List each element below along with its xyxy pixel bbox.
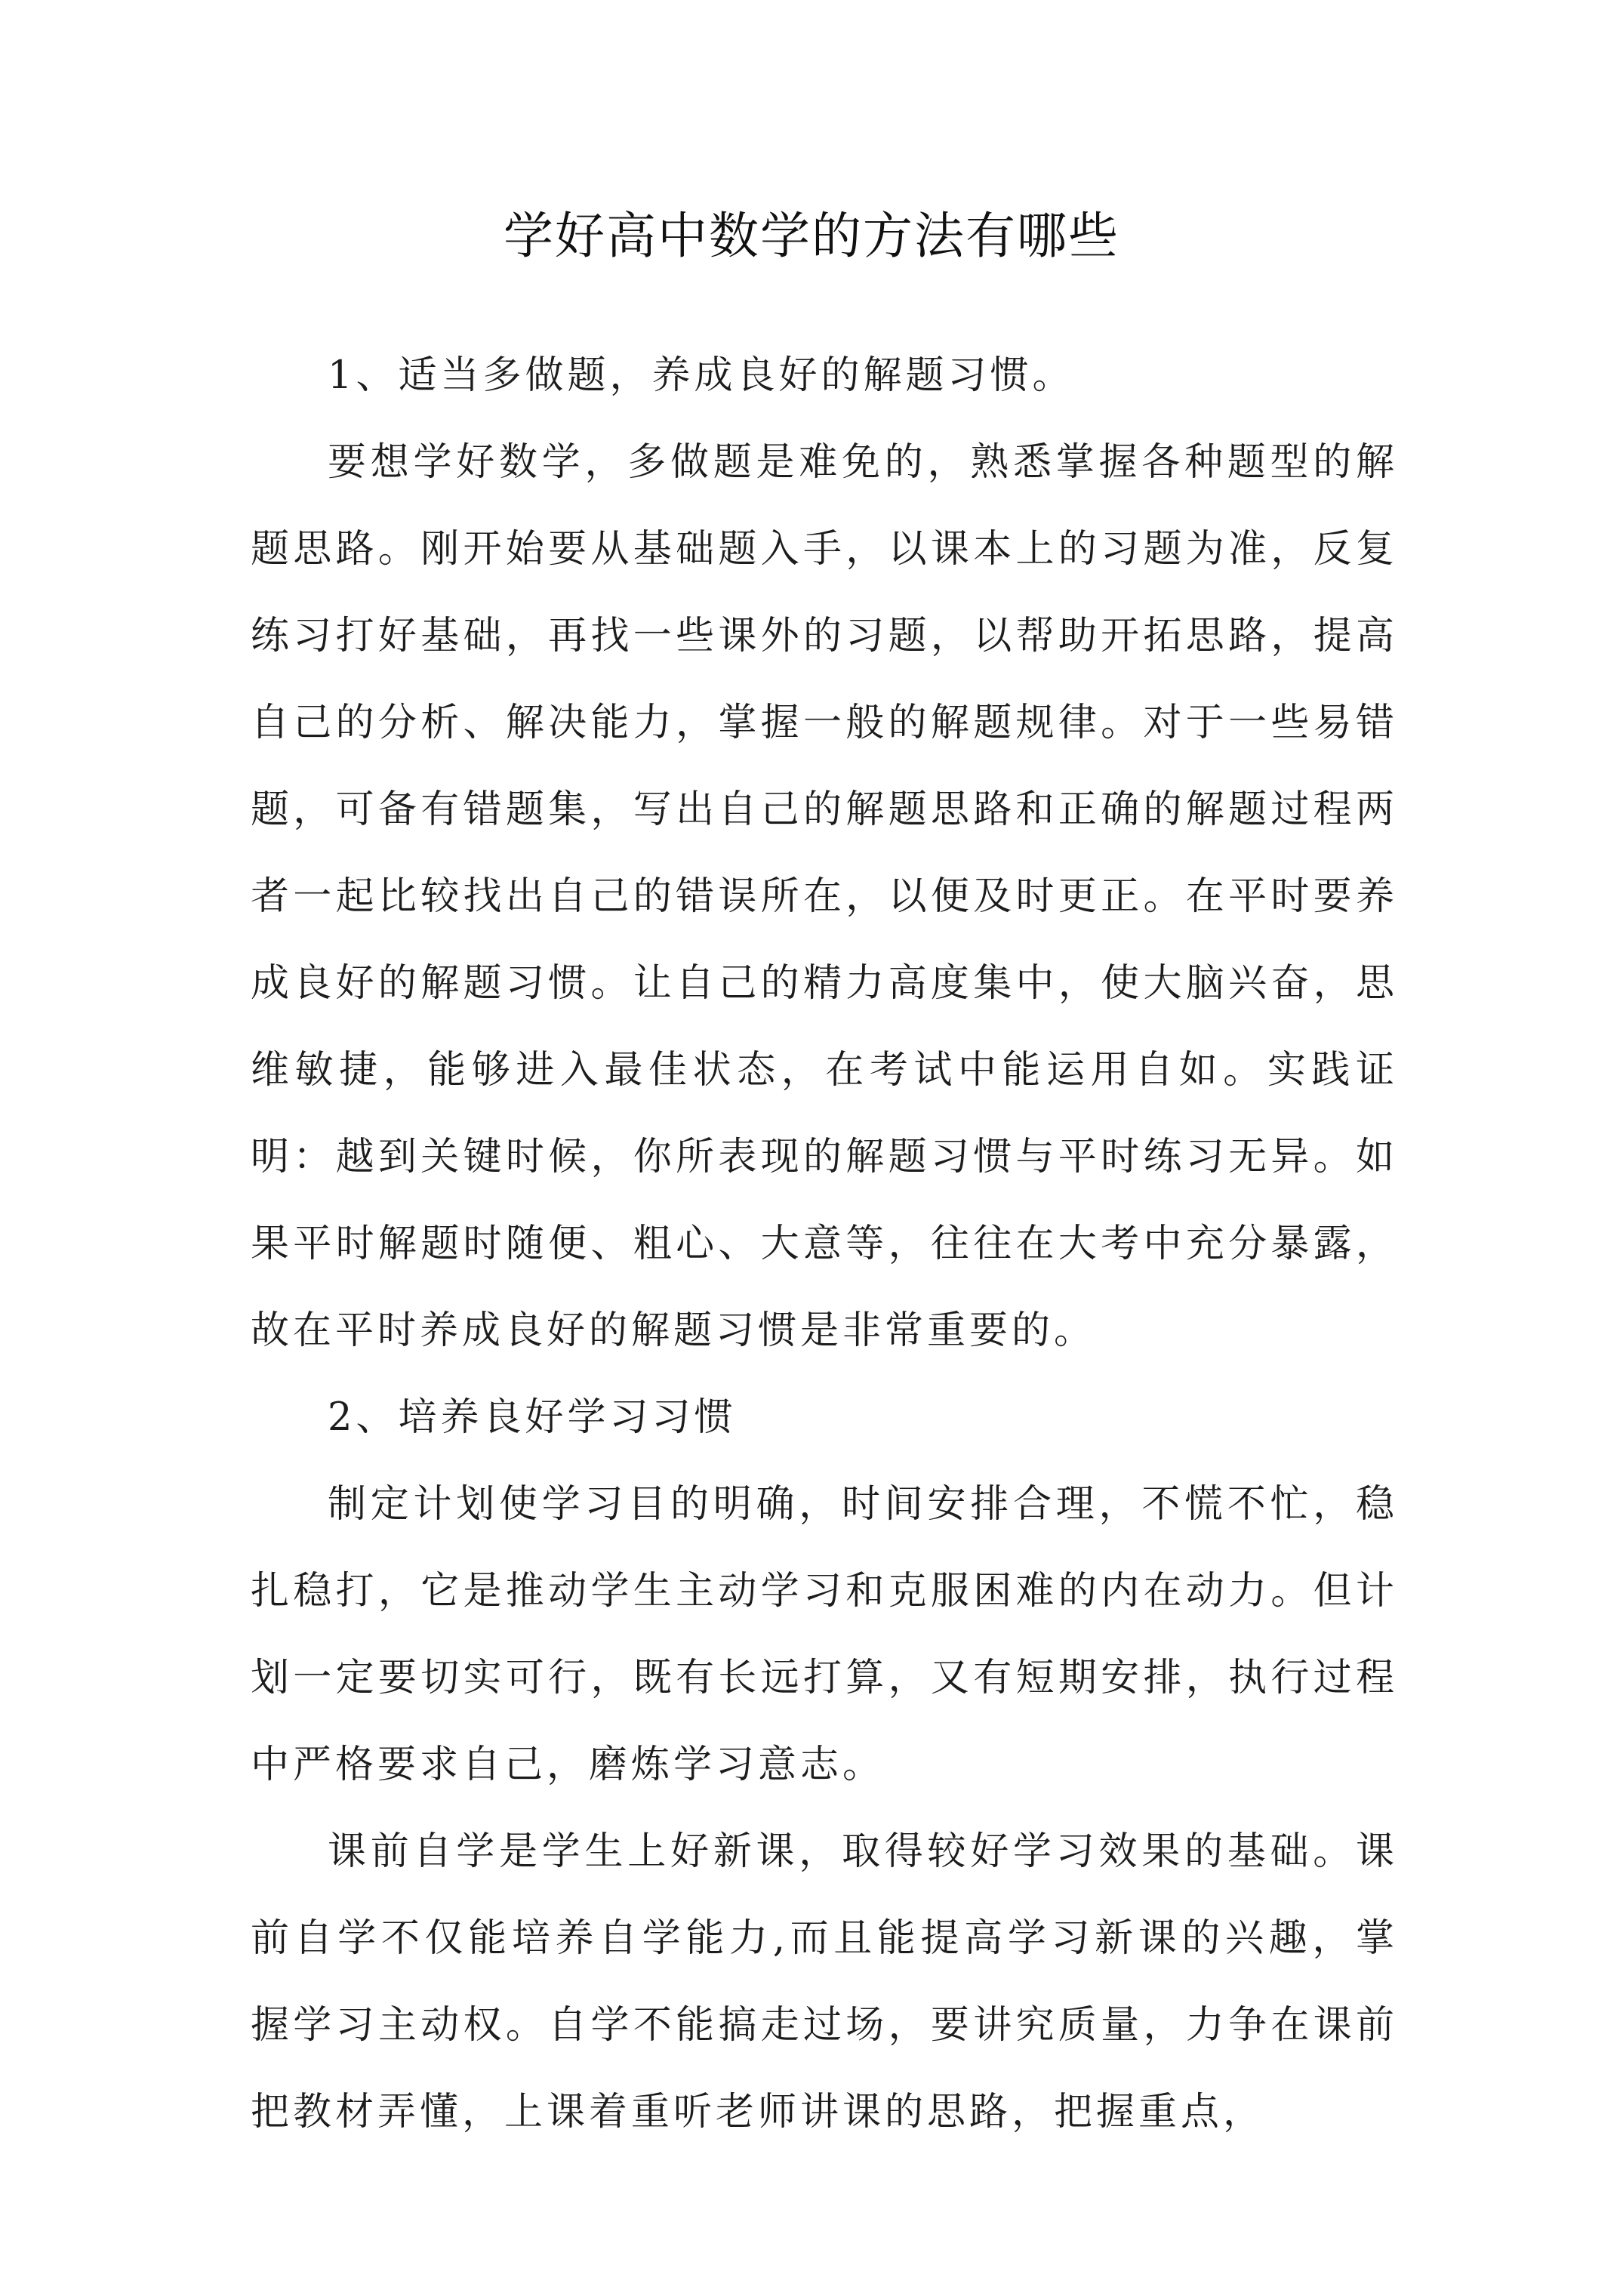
document-title: 学好高中数学的方法有哪些 bbox=[504, 207, 1119, 265]
section-heading-1: 1、适当多做题，养成良好的解题习惯。 bbox=[328, 353, 1075, 398]
document-body bbox=[251, 332, 1398, 2156]
paragraph-preview: 课前自学是学生上好新课，取得较好学习效果的基础。课前自学不仅能培养自学能力,而且能提高学习新课的兴趣，掌握学习主动权。自学不能搞走过场，要讲究质量，力争在课前把教材弄懂，上课着重听老师讲课的思路，把握重点， bbox=[251, 1829, 1398, 2134]
paragraph-practice: 要想学好数学，多做题是难免的，熟悉掌握各种题型的解题思路。刚开始要从基础题入手，以课本上的习题为准，反复练习打好基础，再找一些课外的习题，以帮助开拓思路，提高自己的分析、解决能力，掌握一般的解题规律。对于一些易错题，可备有错题集，写出自己的解题思路和正确的解题过程两者一起比较找出自己的错误所在，以便及时更正。在平时要养成良好的解题习惯。让自己的精力高度集中，使大脑兴奋，思维敏捷，能够进入最佳状态，在考试中能运用自如。实践证明：越到关键时候，你所表现的解题习惯与平时练习无异。如果平时解题时随便、粗心、大意等，往往在大考中充分暴露，故在平时养成良好的解题习惯是非常重要的。 bbox=[251, 440, 1398, 1353]
paragraph-planning: 制定计划使学习目的明确，时间安排合理，不慌不忙，稳扎稳打，它是推动学生主动学习和克服困难的内在动力。但计划一定要切实可行，既有长远打算，又有短期安排，执行过程中严格要求自己，磨炼学习意志。 bbox=[251, 1482, 1398, 1787]
section-heading-2: 2、培养良好学习习惯 bbox=[328, 1395, 737, 1440]
